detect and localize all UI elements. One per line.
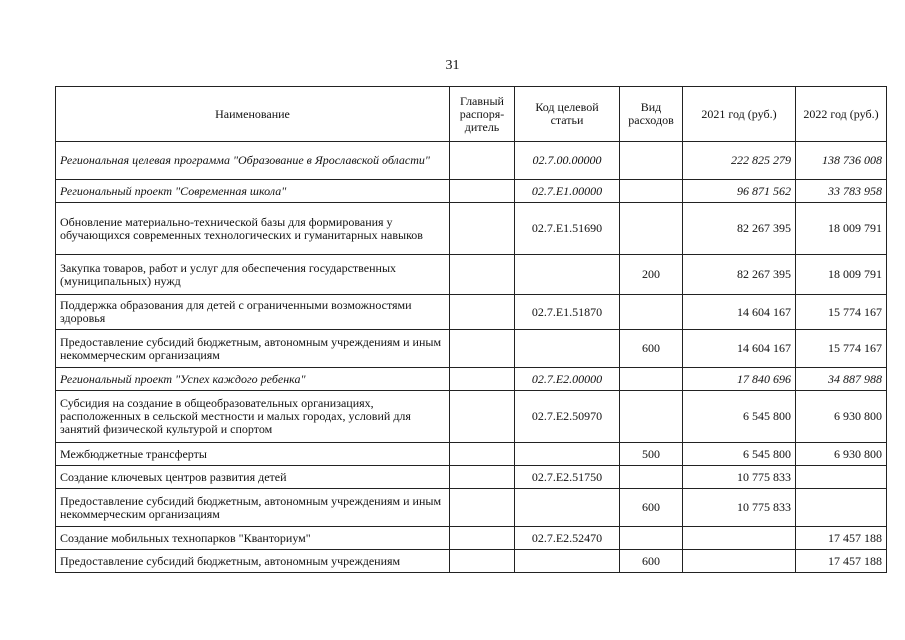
header-name: Наименование [56,87,450,142]
cell-year-2021: 222 825 279 [683,142,796,180]
cell-name: Создание мобильных технопарков "Кванториум" [56,527,450,550]
cell-main-manager [450,443,515,466]
cell-name: Закупка товаров, работ и услуг для обеспечения государственных (муниципальных) нужд [56,255,450,295]
table-header-row [56,87,887,142]
cell-target-code: 02.7.E2.50970 [515,391,620,443]
table-row [56,443,887,466]
cell-name: Создание ключевых центров развития детей [56,466,450,489]
cell-main-manager [450,142,515,180]
cell-year-2022: 17 457 188 [796,527,887,550]
cell-year-2022: 33 783 958 [796,180,887,203]
cell-year-2021: 10 775 833 [683,466,796,489]
cell-year-2022: 15 774 167 [796,330,887,368]
cell-year-2021: 10 775 833 [683,489,796,527]
cell-year-2021: 82 267 395 [683,255,796,295]
cell-year-2021: 96 871 562 [683,180,796,203]
cell-target-code: 02.7.00.00000 [515,142,620,180]
cell-name: Предоставление субсидий бюджетным, автономным учреждениям [56,550,450,573]
cell-year-2021 [683,527,796,550]
cell-main-manager [450,203,515,255]
cell-name: Предоставление субсидий бюджетным, автономным учреждениям и иным некоммерческим организациям [56,330,450,368]
cell-expense-type: 600 [620,489,683,527]
cell-target-code: 02.7.E1.00000 [515,180,620,203]
cell-year-2021: 6 545 800 [683,391,796,443]
cell-expense-type [620,391,683,443]
table-row [56,466,887,489]
cell-expense-type: 500 [620,443,683,466]
cell-name: Региональный проект "Успех каждого ребенка" [56,368,450,391]
cell-expense-type [620,142,683,180]
cell-expense-type: 600 [620,330,683,368]
cell-target-code: 02.7.E2.00000 [515,368,620,391]
table-row [56,203,887,255]
cell-main-manager [450,295,515,330]
table-row [56,180,887,203]
cell-year-2022: 6 930 800 [796,443,887,466]
table-row [56,142,887,180]
cell-year-2022: 6 930 800 [796,391,887,443]
cell-name: Региональная целевая программа "Образование в Ярославской области" [56,142,450,180]
cell-target-code [515,443,620,466]
cell-expense-type [620,527,683,550]
cell-target-code: 02.7.E2.52470 [515,527,620,550]
cell-target-code: 02.7.E1.51690 [515,203,620,255]
cell-year-2021: 14 604 167 [683,330,796,368]
cell-year-2021: 82 267 395 [683,203,796,255]
cell-name: Субсидия на создание в общеобразовательных организациях, расположенных в сельской местности и малых городах, условий для занятий физической культурой и спортом [56,391,450,443]
cell-target-code: 02.7.E1.51870 [515,295,620,330]
cell-expense-type: 200 [620,255,683,295]
header-year-2021: 2021 год (руб.) [683,87,796,142]
cell-year-2022: 18 009 791 [796,255,887,295]
cell-expense-type [620,466,683,489]
cell-main-manager [450,255,515,295]
cell-expense-type [620,180,683,203]
header-expense-type: Вид расходов [620,87,683,142]
table-row [56,330,887,368]
table-row [56,368,887,391]
header-year-2022: 2022 год (руб.) [796,87,887,142]
table-row [56,527,887,550]
header-target-code: Код целевой статьи [515,87,620,142]
cell-year-2021: 6 545 800 [683,443,796,466]
cell-year-2021: 17 840 696 [683,368,796,391]
cell-name: Поддержка образования для детей с ограниченными возможностями здоровья [56,295,450,330]
cell-main-manager [450,368,515,391]
cell-year-2022: 17 457 188 [796,550,887,573]
cell-expense-type [620,368,683,391]
table-row [56,295,887,330]
table-row [56,489,887,527]
cell-year-2022: 18 009 791 [796,203,887,255]
cell-year-2021 [683,550,796,573]
cell-expense-type [620,203,683,255]
cell-target-code: 02.7.E2.51750 [515,466,620,489]
cell-expense-type [620,295,683,330]
cell-target-code [515,550,620,573]
cell-main-manager [450,527,515,550]
table-row [56,550,887,573]
cell-year-2022 [796,489,887,527]
cell-year-2022: 15 774 167 [796,295,887,330]
cell-main-manager [450,550,515,573]
cell-main-manager [450,489,515,527]
cell-main-manager [450,466,515,489]
cell-expense-type: 600 [620,550,683,573]
cell-main-manager [450,180,515,203]
cell-main-manager [450,391,515,443]
cell-target-code [515,330,620,368]
header-main-manager: Главный распоря-дитель [450,87,515,142]
page-number: 31 [445,58,460,73]
budget-table [55,86,887,573]
cell-year-2022: 138 736 008 [796,142,887,180]
table-row [56,391,887,443]
cell-year-2022 [796,466,887,489]
table-row [56,255,887,295]
cell-target-code [515,489,620,527]
cell-year-2021: 14 604 167 [683,295,796,330]
cell-name: Межбюджетные трансферты [56,443,450,466]
cell-target-code [515,255,620,295]
cell-name: Региональный проект "Современная школа" [56,180,450,203]
cell-name: Обновление материально-технической базы для формирования у обучающихся современных технологических и гуманитарных навыков [56,203,450,255]
cell-name: Предоставление субсидий бюджетным, автономным учреждениям и иным некоммерческим организациям [56,489,450,527]
cell-year-2022: 34 887 988 [796,368,887,391]
cell-main-manager [450,330,515,368]
